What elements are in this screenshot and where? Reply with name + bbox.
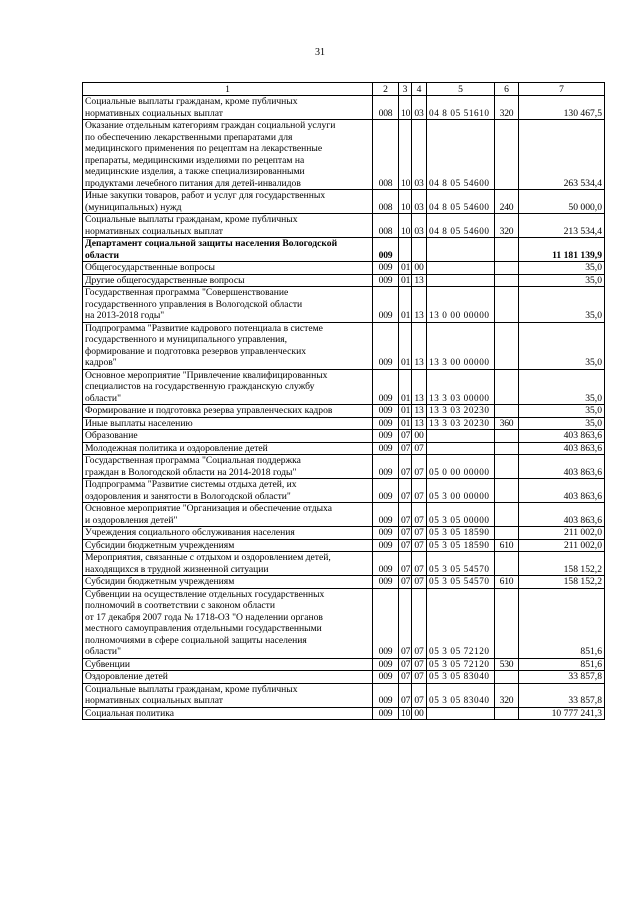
row-section-code: 07 bbox=[399, 442, 412, 455]
row-expense-type bbox=[495, 707, 519, 720]
row-expense-type: 610 bbox=[495, 576, 519, 589]
row-expense-type bbox=[495, 552, 519, 576]
row-subsection-code: 07 bbox=[412, 552, 427, 576]
row-expense-type: 320 bbox=[495, 96, 519, 120]
row-section-code: 10 bbox=[399, 96, 412, 120]
table-row bbox=[83, 539, 605, 552]
row-ministry-code: 009 bbox=[373, 322, 399, 369]
row-subsection-code: 03 bbox=[412, 214, 427, 238]
row-ministry-code: 009 bbox=[373, 479, 399, 503]
row-subsection-code: 07 bbox=[412, 683, 427, 707]
row-target-article: 05 3 05 00000 bbox=[427, 503, 495, 527]
row-expense-type bbox=[495, 120, 519, 190]
row-amount: 35,0 bbox=[519, 322, 605, 369]
row-name: Основное мероприятие "Организация и обеспечение отдыха и оздоровления детей" bbox=[83, 503, 373, 527]
row-target-article: 04 8 05 54600 bbox=[427, 190, 495, 214]
row-subsection-code: 00 bbox=[412, 430, 427, 443]
table-row bbox=[83, 503, 605, 527]
row-section-code: 07 bbox=[399, 658, 412, 671]
row-target-article: 05 3 00 00000 bbox=[427, 479, 495, 503]
header-col-2: 2 bbox=[373, 83, 399, 96]
row-section-code: 07 bbox=[399, 552, 412, 576]
row-expense-type bbox=[495, 238, 519, 262]
row-target-article: 13 3 03 20230 bbox=[427, 417, 495, 430]
header-col-3: 3 bbox=[399, 83, 412, 96]
row-section-code: 01 bbox=[399, 322, 412, 369]
row-amount: 403 863,6 bbox=[519, 430, 605, 443]
table-row bbox=[83, 442, 605, 455]
row-ministry-code: 009 bbox=[373, 503, 399, 527]
row-section-code: 01 bbox=[399, 417, 412, 430]
row-target-article: 05 3 05 72120 bbox=[427, 658, 495, 671]
row-subsection-code: 13 bbox=[412, 287, 427, 323]
row-expense-type bbox=[495, 455, 519, 479]
table-row bbox=[83, 96, 605, 120]
row-name: Социальные выплаты гражданам, кроме публичных нормативных социальных выплат bbox=[83, 683, 373, 707]
row-ministry-code: 009 bbox=[373, 658, 399, 671]
row-name: Субвенции на осуществление отдельных государственных полномочий в соответствии с законом области от 17 декабря 2007 года № 1718-ОЗ "О наделении органов местного самоуправления отдельными государственными полномочиями в сфере социальной защиты населения области" bbox=[83, 588, 373, 658]
row-ministry-code: 009 bbox=[373, 455, 399, 479]
row-section-code: 01 bbox=[399, 369, 412, 405]
row-expense-type bbox=[495, 442, 519, 455]
row-subsection-code: 13 bbox=[412, 274, 427, 287]
row-subsection-code: 07 bbox=[412, 479, 427, 503]
row-target-article bbox=[427, 274, 495, 287]
row-subsection-code: 00 bbox=[412, 262, 427, 275]
row-target-article: 05 3 05 83040 bbox=[427, 671, 495, 684]
table-row bbox=[83, 287, 605, 323]
row-amount: 130 467,5 bbox=[519, 96, 605, 120]
row-subsection-code: 13 bbox=[412, 405, 427, 418]
table-row bbox=[83, 405, 605, 418]
row-section-code: 07 bbox=[399, 576, 412, 589]
table-row bbox=[83, 322, 605, 369]
table-row bbox=[83, 588, 605, 658]
row-subsection-code: 07 bbox=[412, 588, 427, 658]
row-amount: 211 002,0 bbox=[519, 527, 605, 540]
row-expense-type: 360 bbox=[495, 417, 519, 430]
row-amount: 403 863,6 bbox=[519, 503, 605, 527]
row-target-article: 13 3 03 00000 bbox=[427, 369, 495, 405]
row-name: Подпрограмма "Развитие системы отдыха детей, их оздоровления и занятости в Вологодской области" bbox=[83, 479, 373, 503]
row-target-article: 05 0 00 00000 bbox=[427, 455, 495, 479]
row-expense-type bbox=[495, 588, 519, 658]
row-amount: 403 863,6 bbox=[519, 479, 605, 503]
row-target-article: 04 8 05 51610 bbox=[427, 96, 495, 120]
table-row bbox=[83, 479, 605, 503]
row-amount: 35,0 bbox=[519, 417, 605, 430]
row-target-article bbox=[427, 442, 495, 455]
row-expense-type: 320 bbox=[495, 683, 519, 707]
header-row bbox=[83, 83, 605, 96]
row-ministry-code: 009 bbox=[373, 707, 399, 720]
table-row bbox=[83, 369, 605, 405]
row-ministry-code: 009 bbox=[373, 539, 399, 552]
row-section-code: 07 bbox=[399, 503, 412, 527]
row-name: Субсидии бюджетным учреждениям bbox=[83, 539, 373, 552]
row-ministry-code: 009 bbox=[373, 442, 399, 455]
row-target-article: 13 3 00 00000 bbox=[427, 322, 495, 369]
row-ministry-code: 009 bbox=[373, 369, 399, 405]
row-subsection-code: 00 bbox=[412, 707, 427, 720]
table-row bbox=[83, 190, 605, 214]
budget-table bbox=[82, 82, 605, 720]
row-subsection-code: 03 bbox=[412, 120, 427, 190]
row-amount: 263 534,4 bbox=[519, 120, 605, 190]
row-section-code: 10 bbox=[399, 190, 412, 214]
row-name: Государственная программа "Совершенствование государственного управления в Вологодской области на 2013-2018 годы" bbox=[83, 287, 373, 323]
row-amount: 10 777 241,3 bbox=[519, 707, 605, 720]
row-amount: 35,0 bbox=[519, 369, 605, 405]
row-ministry-code: 009 bbox=[373, 552, 399, 576]
row-target-article: 05 3 05 54570 bbox=[427, 576, 495, 589]
row-target-article: 05 3 05 18590 bbox=[427, 539, 495, 552]
row-name: Социальные выплаты гражданам, кроме публичных нормативных социальных выплат bbox=[83, 214, 373, 238]
row-name: Оказание отдельным категориям граждан социальной услуги по обеспечению лекарственными препаратами для медицинского применения по рецептам на лекарственные препараты, медицинскими изделиями по рецептам на медицинские изделия, а также специализированными продуктами лечебного питания для детей-инвалидов bbox=[83, 120, 373, 190]
row-ministry-code: 009 bbox=[373, 238, 399, 262]
row-section-code: 07 bbox=[399, 527, 412, 540]
row-target-article: 04 8 05 54600 bbox=[427, 120, 495, 190]
row-section-code: 01 bbox=[399, 405, 412, 418]
row-expense-type bbox=[495, 671, 519, 684]
row-subsection-code: 07 bbox=[412, 576, 427, 589]
row-section-code: 10 bbox=[399, 214, 412, 238]
header-col-1: 1 bbox=[83, 83, 373, 96]
row-name: Общегосударственные вопросы bbox=[83, 262, 373, 275]
row-expense-type bbox=[495, 430, 519, 443]
row-expense-type bbox=[495, 274, 519, 287]
table-row bbox=[83, 683, 605, 707]
row-expense-type: 320 bbox=[495, 214, 519, 238]
row-subsection-code: 07 bbox=[412, 539, 427, 552]
row-ministry-code: 008 bbox=[373, 190, 399, 214]
row-subsection-code: 07 bbox=[412, 503, 427, 527]
row-section-code: 07 bbox=[399, 683, 412, 707]
table-row bbox=[83, 671, 605, 684]
row-target-article: 13 0 00 00000 bbox=[427, 287, 495, 323]
table-row bbox=[83, 417, 605, 430]
row-expense-type bbox=[495, 322, 519, 369]
row-amount: 851,6 bbox=[519, 588, 605, 658]
row-name: Социальная политика bbox=[83, 707, 373, 720]
row-section-code: 10 bbox=[399, 707, 412, 720]
row-name: Формирование и подготовка резерва управленческих кадров bbox=[83, 405, 373, 418]
row-target-article: 05 3 05 72120 bbox=[427, 588, 495, 658]
row-ministry-code: 008 bbox=[373, 214, 399, 238]
row-subsection-code: 13 bbox=[412, 322, 427, 369]
row-section-code bbox=[399, 238, 412, 262]
row-ministry-code: 009 bbox=[373, 287, 399, 323]
row-target-article: 05 3 05 54570 bbox=[427, 552, 495, 576]
row-section-code: 01 bbox=[399, 262, 412, 275]
row-name: Подпрограмма "Развитие кадрового потенциала в системе государственного и муниципального управления, формирование и подготовка резервов управленческих кадров" bbox=[83, 322, 373, 369]
table-row bbox=[83, 238, 605, 262]
row-amount: 211 002,0 bbox=[519, 539, 605, 552]
row-ministry-code: 009 bbox=[373, 683, 399, 707]
table-row bbox=[83, 214, 605, 238]
row-target-article bbox=[427, 430, 495, 443]
row-target-article: 05 3 05 83040 bbox=[427, 683, 495, 707]
row-ministry-code: 009 bbox=[373, 588, 399, 658]
row-section-code: 07 bbox=[399, 588, 412, 658]
row-amount: 213 534,4 bbox=[519, 214, 605, 238]
row-section-code: 07 bbox=[399, 539, 412, 552]
row-ministry-code: 008 bbox=[373, 120, 399, 190]
header-col-7: 7 bbox=[519, 83, 605, 96]
table-row bbox=[83, 274, 605, 287]
row-name: Основное мероприятие "Привлечение квалифицированных специалистов на государственную гражданскую службу области" bbox=[83, 369, 373, 405]
row-section-code: 07 bbox=[399, 455, 412, 479]
row-amount: 33 857,8 bbox=[519, 683, 605, 707]
row-subsection-code: 13 bbox=[412, 369, 427, 405]
row-ministry-code: 009 bbox=[373, 527, 399, 540]
row-amount: 35,0 bbox=[519, 262, 605, 275]
header-col-4: 4 bbox=[412, 83, 427, 96]
row-subsection-code: 03 bbox=[412, 96, 427, 120]
row-name: Департамент социальной защиты населения Вологодской области bbox=[83, 238, 373, 262]
row-name: Иные закупки товаров, работ и услуг для государственных (муниципальных) нужд bbox=[83, 190, 373, 214]
table-row bbox=[83, 527, 605, 540]
row-section-code: 07 bbox=[399, 671, 412, 684]
row-expense-type bbox=[495, 503, 519, 527]
row-amount: 11 181 139,9 bbox=[519, 238, 605, 262]
row-expense-type bbox=[495, 405, 519, 418]
row-section-code: 07 bbox=[399, 479, 412, 503]
row-expense-type bbox=[495, 527, 519, 540]
row-subsection-code: 03 bbox=[412, 190, 427, 214]
row-subsection-code: 07 bbox=[412, 658, 427, 671]
row-ministry-code: 008 bbox=[373, 96, 399, 120]
row-target-article: 05 3 05 18590 bbox=[427, 527, 495, 540]
row-name: Субсидии бюджетным учреждениям bbox=[83, 576, 373, 589]
table-body bbox=[83, 96, 605, 720]
row-name: Иные выплаты населению bbox=[83, 417, 373, 430]
row-amount: 158 152,2 bbox=[519, 576, 605, 589]
row-ministry-code: 009 bbox=[373, 430, 399, 443]
row-name: Другие общегосударственные вопросы bbox=[83, 274, 373, 287]
row-amount: 35,0 bbox=[519, 405, 605, 418]
table-row bbox=[83, 658, 605, 671]
header-col-5: 5 bbox=[427, 83, 495, 96]
row-section-code: 10 bbox=[399, 120, 412, 190]
row-amount: 403 863,6 bbox=[519, 442, 605, 455]
row-ministry-code: 009 bbox=[373, 405, 399, 418]
row-expense-type bbox=[495, 369, 519, 405]
row-amount: 403 863,6 bbox=[519, 455, 605, 479]
row-expense-type: 530 bbox=[495, 658, 519, 671]
table-row bbox=[83, 430, 605, 443]
row-section-code: 07 bbox=[399, 430, 412, 443]
row-subsection-code: 07 bbox=[412, 442, 427, 455]
row-subsection-code: 07 bbox=[412, 455, 427, 479]
row-name: Социальные выплаты гражданам, кроме публичных нормативных социальных выплат bbox=[83, 96, 373, 120]
row-target-article bbox=[427, 238, 495, 262]
header-col-6: 6 bbox=[495, 83, 519, 96]
row-subsection-code: 07 bbox=[412, 527, 427, 540]
row-expense-type: 610 bbox=[495, 539, 519, 552]
row-ministry-code: 009 bbox=[373, 274, 399, 287]
row-target-article: 04 8 05 54600 bbox=[427, 214, 495, 238]
row-subsection-code: 07 bbox=[412, 671, 427, 684]
row-name: Субвенции bbox=[83, 658, 373, 671]
row-section-code: 01 bbox=[399, 287, 412, 323]
row-expense-type bbox=[495, 262, 519, 275]
table-row bbox=[83, 455, 605, 479]
row-expense-type bbox=[495, 479, 519, 503]
row-subsection-code: 13 bbox=[412, 417, 427, 430]
row-name: Образование bbox=[83, 430, 373, 443]
row-subsection-code bbox=[412, 238, 427, 262]
row-target-article bbox=[427, 262, 495, 275]
page-number: 31 bbox=[315, 47, 325, 58]
table-row bbox=[83, 552, 605, 576]
row-name: Учреждения социального обслуживания населения bbox=[83, 527, 373, 540]
table-row bbox=[83, 576, 605, 589]
table-row bbox=[83, 262, 605, 275]
row-ministry-code: 009 bbox=[373, 576, 399, 589]
row-expense-type bbox=[495, 287, 519, 323]
row-expense-type: 240 bbox=[495, 190, 519, 214]
row-amount: 50 000,0 bbox=[519, 190, 605, 214]
table-row bbox=[83, 120, 605, 190]
row-ministry-code: 009 bbox=[373, 262, 399, 275]
row-ministry-code: 009 bbox=[373, 417, 399, 430]
row-section-code: 01 bbox=[399, 274, 412, 287]
row-amount: 158 152,2 bbox=[519, 552, 605, 576]
row-name: Молодежная политика и оздоровление детей bbox=[83, 442, 373, 455]
table-header bbox=[83, 83, 605, 96]
row-amount: 851,6 bbox=[519, 658, 605, 671]
row-amount: 33 857,8 bbox=[519, 671, 605, 684]
row-ministry-code: 009 bbox=[373, 671, 399, 684]
row-amount: 35,0 bbox=[519, 287, 605, 323]
row-name: Мероприятия, связанные с отдыхом и оздоровлением детей, находящихся в трудной жизненной ситуации bbox=[83, 552, 373, 576]
row-target-article: 13 3 03 20230 bbox=[427, 405, 495, 418]
row-name: Государственная программа "Социальная поддержка граждан в Вологодской области на 2014-2018 годы" bbox=[83, 455, 373, 479]
row-target-article bbox=[427, 707, 495, 720]
row-name: Оздоровление детей bbox=[83, 671, 373, 684]
row-amount: 35,0 bbox=[519, 274, 605, 287]
table-row bbox=[83, 707, 605, 720]
